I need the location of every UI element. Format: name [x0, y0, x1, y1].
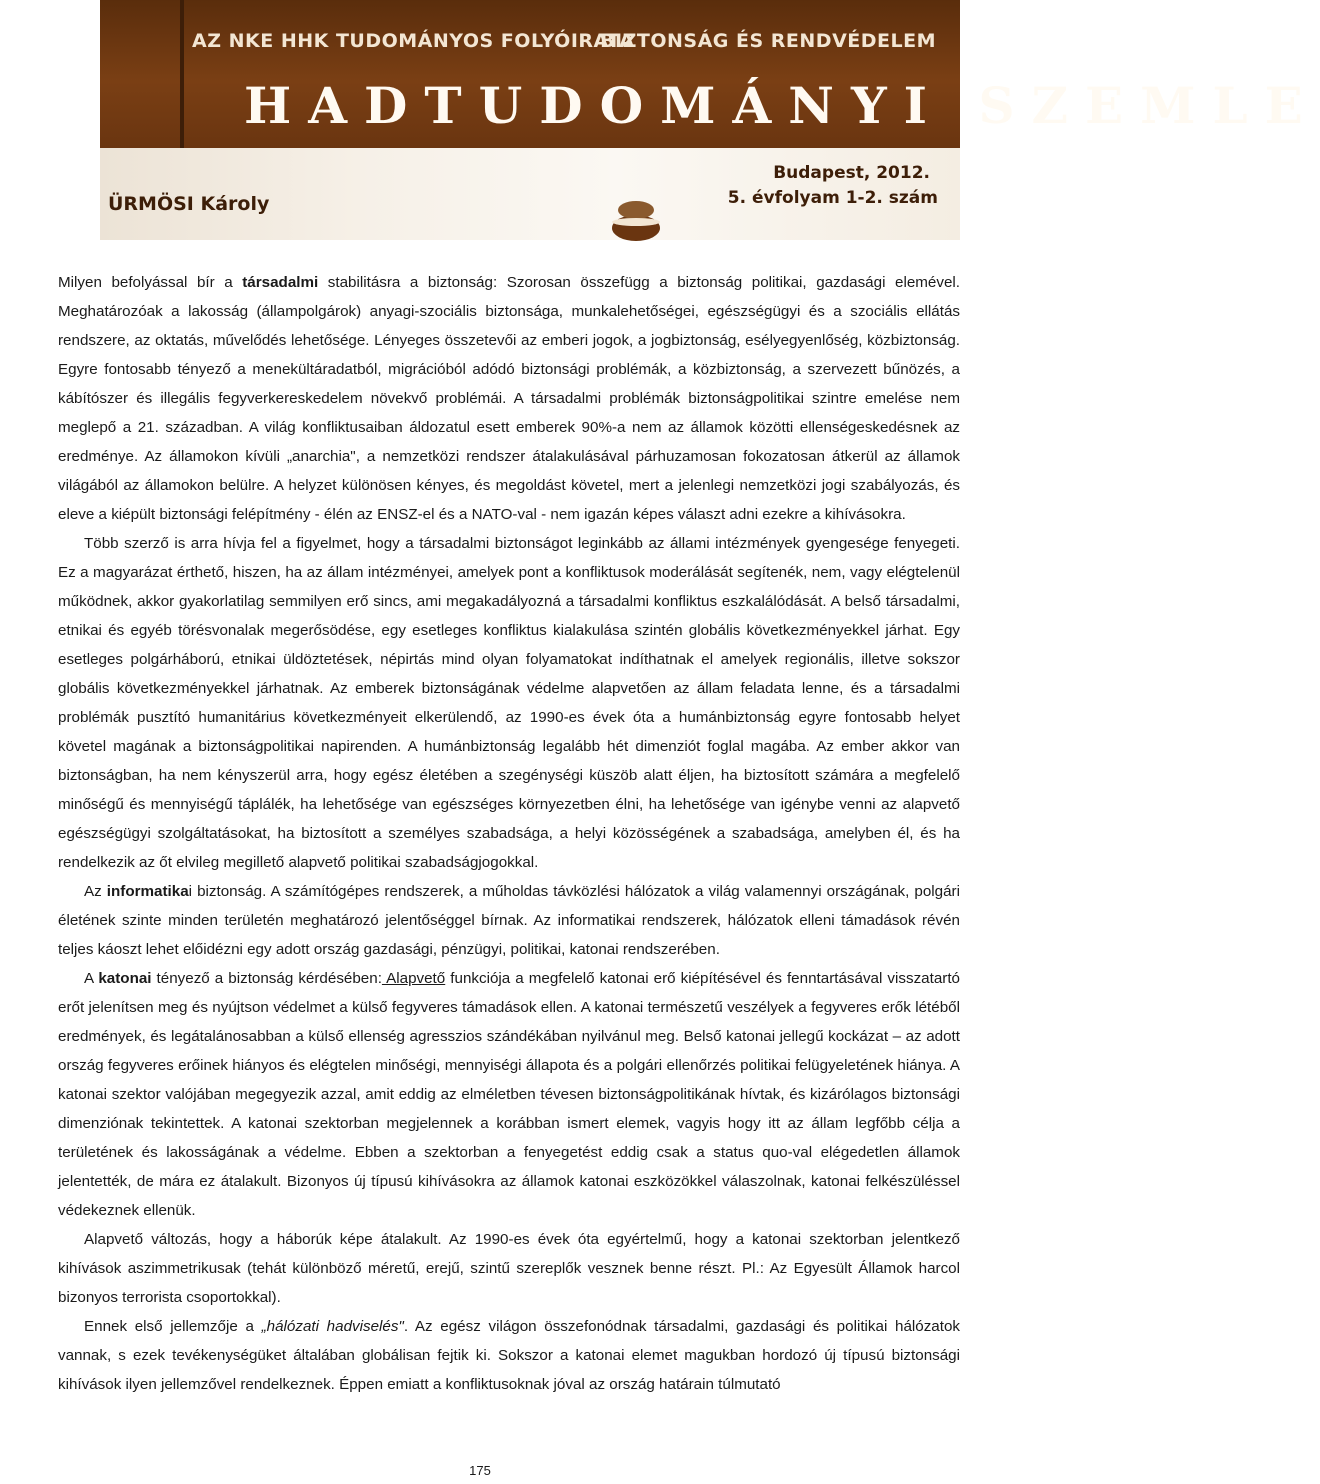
journal-title: HADTUDOMÁNYI SZEMLE [244, 76, 1320, 135]
paragraph-text: A [84, 970, 99, 987]
header-divider [180, 0, 184, 148]
underlined-text: Alapvető [381, 970, 446, 987]
keyword-bold: informatika [106, 883, 189, 900]
article-body [58, 268, 960, 1399]
section-name: BIZTONSÁG ÉS RENDVÉDELEM [600, 30, 936, 52]
paragraph-societal [58, 268, 960, 529]
paragraph-text: Több szerző is arra hívja fel a figyelmet, hogy a társadalmi biztonságot leginkább az állami intézmények gyengesége fenyegeti. Ez a magyarázat érthető, hiszen, ha az állam intézményei, amelyek pont a konfliktusok moderálását segítenék, nem, vagy elégtelenül működnek, akkor gyakorlatilag semmilyen erő sincs, ami megakadályozná a társadalmi konfliktus eszkalálódását. A belső társadalmi, etnikai és egyéb törésvonalak megerősödése, egy esetleges konfliktus kialakulása szintén globális következményekkel járhat. Egy esetleges polgárháború, etnikai üldöztetések, népirtás mind olyan folyamatokat indíthatnak el amelyek regionális, illetve sokszor globális következményekkel járhatnak. Az emberek biztonságának védelme alapvetően az állam feladata lenne, és a társadalmi problémák pusztító humanitárius következményeit elkerülendő, az 1990-es évek óta a humánbiztonság egyre fontosabb helyet követel magának a biztonságpolitikai napirenden. A humánbiztonság legalább hét dimenziót foglal magába. Az ember akkor van biztonságban, ha nem kényszerül arra, hogy egész életében a szegénységi küszöb alatt éljen, ha biztosított számára a megfelelő minőségű és mennyiségű táplálék, ha lehetősége van egészséges környezetben élni, ha lehetősége van igénybe venni az alapvető egészségügyi szolgáltatásokat, ha biztosított a személyes szabadsága, a helyi közösségének a szabadsága, amelyben él, és ha rendelkezik az őt elvileg megillető alapvető politikai szabadságjogokkal. [58, 535, 960, 871]
keyword-bold: katonai [98, 970, 152, 987]
place-date: Budapest, 2012. [773, 163, 930, 183]
author-name: ÜRMÖSI Károly [108, 193, 270, 215]
paragraph-text: Alapvető változás, hogy a háborúk képe átalakult. Az 1990-es évek óta egyértelmű, hogy a katonai szektorban jelentkező kihívások aszimmetrikusak (tehát különböző méretű, erejű, szintű szereplők vesznek benne részt. Pl.: Az Egyesült Államok harcol bizonyos terrorista csoportokkal). [58, 1231, 960, 1306]
paragraph-text: Milyen befolyással bír a [58, 274, 243, 291]
paragraph-state-weakness [58, 529, 960, 877]
paragraph-military [58, 964, 960, 1225]
paragraph-war-change [58, 1225, 960, 1312]
paragraph-text: stabilitásra a biztonság: Szorosan összefügg a biztonság politikai, gazdasági elemével. Meghatározóak a lakosság (állampolgárok) anyagi-szociális biztonsága, munkalehetőségei, egészségügyi és a szociális ellátás rendszere, az oktatás, művelődés lehetősége. Lényeges összetevői az emberi jogok, a jogbiztonság, esélyegyenlőség, közbiztonság. Egyre fontosabb tényező a menekültáradatból, migrációból adódó biztonsági problémák, a közbiztonság, a szervezett bűnözés, a kábítószer és illegális fegyverkereskedelem növekvő problémái. A társadalmi problémák biztonságpolitikai szintre emelése nem meglepő a 21. században. A világ konfliktusaiban áldozatul esett emberek 90%-a nem az államok közötti ellenségeskedésnek az eredménye. Az államokon kívüli „anarchia", a nemzetközi rendszer átalakulásával párhuzamosan fokozatosan átkerül az államok világából az államokon belülre. A helyzet különösen kényes, és megoldást követel, mert a jelenlegi nemzetközi jogi szabályozás, és eleve a kiépült biztonsági felépítmény - élén az ENSZ-el és a NATO-val - nem igazán képes választ adni ezekre a kihívásokra. [58, 274, 960, 523]
paragraph-informatics [58, 877, 960, 964]
volume-issue: 5. évfolyam 1-2. szám [727, 188, 938, 208]
paragraph-text: tényező a biztonság kérdésében: [151, 970, 382, 987]
paragraph-text: . Az egész világon összefonódnak társadalmi, gazdasági és politikai hálózatok vannak, s ezek tevékenységüket általában globálisan fejtik ki. Sokszor a katonai elemet magukban hordozó új típusú biztonsági kihívások ilyen jellemzővel rendelkeznek. Éppen emiatt a konfliktusoknak jóval az ország határain túlmutató [58, 1318, 961, 1393]
paragraph-text: Ennek első jellemzője a [84, 1318, 262, 1335]
paragraph-text: funkciója a megfelelő katonai erő kiépítésével és fenntartásával visszatartó erőt jelenítsen meg és nyújtson védelmet a külső fegyveres támadások ellen. A katonai természetű veszélyek a fegyveres erők létéből eredmények, és legátalánosabban a külső ellenség agresszios szándékában nyilvánul meg. Belső katonai jellegű kockázat – az adott ország fegyveres erőinek hiányos és elégtelen minőségi, mennyiségi állapota és a polgári ellenőrzés politikai felügyeletének hiánya. A katonai szektor valójában megegyezik azzal, amit eddig az elméletben tévesen biztonságpolitikának hívtak, és kizárólagos biztonsági dimenziónak tekintettek. A katonai szektorban megjelennek a korábban ismert elemek, vagyis hogy itt az állam legfőbb célja a területének és lakosságának a védelme. Ebben a szektorban a fenyegetést eddig csak a status quo-val elégedetlen államok jelentették, de mára ez átalakult. Bizonyos új típusú kihívásokra az államok katonai eszközökkel válaszolnak, katonai felkészüléssel védekeznek ellenük. [58, 970, 960, 1219]
journal-name: AZ NKE HHK TUDOMÁNYOS FOLYÓIRATA [192, 30, 635, 52]
paragraph-network-warfare [58, 1312, 960, 1399]
paragraph-text: Az [84, 883, 107, 900]
ornament-logo-icon [608, 198, 664, 242]
keyword-bold: társadalmi [242, 274, 319, 291]
italic-term: „hálózati hadviselés" [261, 1318, 404, 1335]
paragraph-text: i biztonság. A számítógépes rendszerek, a műholdas távközlési hálózatok a világ valamennyi országának, polgári életének szinte minden területén meghatározó jelentőséggel bírnak. Az informatikai rendszerek, hálózatok elleni támadások révén teljes káoszt lehet előidézni egy adott ország gazdasági, pénzügyi, politikai, katonai rendszerében. [58, 883, 960, 958]
page-number: 175 [469, 1463, 491, 1478]
page-header [0, 0, 1320, 245]
